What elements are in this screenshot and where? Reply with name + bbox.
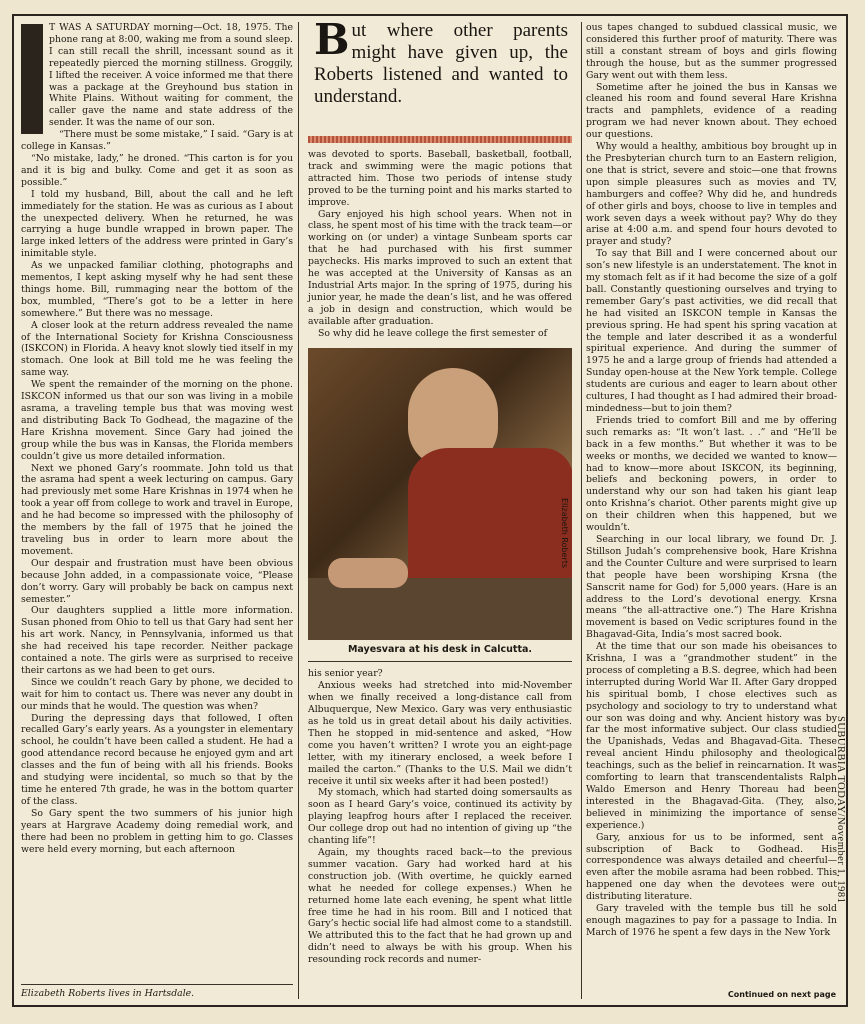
column-divider	[581, 22, 582, 999]
article-paragraph: Gary, anxious for us to be informed, sent a subscription of Back to Godhead. His correspondence was always detailed and cheerful—even after the mobile asrama had been robbed. This happened one day when the devotees were out distributing literature.	[586, 831, 837, 903]
decorative-stripe	[308, 136, 572, 143]
photo-mayesvara	[308, 348, 572, 640]
publication-tag: SUBURBIA TODAY/November 1, 1981	[835, 716, 846, 904]
article-paragraph: Searching in our local library, we found Dr. J. Stillson Judah’s comprehensive book, Hare Krishna and the Counter Culture and were surprised to learn that people have been worshiping Krsna (the Sanscrit name for God) for 5,000 years. (Hare is an address to the Lord’s devotional energy. Krsna means “the all-attractive one.”) The Hare Krishna movement is based on Vedic scriptures found in the Bhagavad-Gita, India’s most sacred book.	[586, 533, 837, 641]
photo-figure-hand	[328, 558, 408, 588]
article-paragraph: Next we phoned Gary’s roommate. John told us that the asrama had spent a week lecturing on campus. Gary had previously met some Hare Krishnas in 1974 when he took a year off from college to work and travel in Europe, and he had become so impressed with the philosophy of the members by the fall of 1975 that he joined the traveling bus in order to learn more about the movement.	[21, 462, 293, 557]
article-paragraph: Gary traveled with the temple bus till he sold enough magazines to pay for a passage to India. In March of 1976 he spent a few days in the New York	[586, 903, 837, 938]
photo-caption: Mayesvara at his desk in Calcutta.	[308, 640, 572, 663]
article-paragraph: To say that Bill and I were concerned about our son’s new lifestyle is an understatement. The knot in my stomach felt as if it had become the size of a golf ball. Constantly questioning ourselves and trying to remember Gary’s past activities, we did recall that he had visited an ISKCON temple in Kansas the previous spring. He had spent his spring vacation at the temple and later described it as a wonderful spiritual experience. And during the summer of 1975 he and a large group of friends had attended a Sunday open-house at the New York temple. College students are curious and eager to learn about other cultures, I had thought as I had admired their broad-mindedness—but to join them?	[586, 248, 837, 414]
article-paragraph: We spent the remainder of the morning on the phone. ISKCON informed us that our son was living in a mobile asrama, a traveling temple bus that was moving west and distributing Back To Godhead, the magazine of the Hare Krishna movement. Since Gary had joined the group while the bus was in Kansas, the Florida members couldn’t give us more detailed information.	[21, 379, 293, 462]
column-divider	[298, 22, 299, 999]
article-paragraph: Our daughters supplied a little more information. Susan phoned from Ohio to tell us that Gary had sent her his art work. Nancy, in Pennsylvania, informed us that she had received his tape recorder. Neither package contained a note. The girls were as surprised to receive their cartons as we had been to get ours.	[21, 605, 293, 676]
article-paragraph: Why would a healthy, ambitious boy brought up in the Presbyterian church turn to an Eastern religion, one that is strict, severe and stoic—one that frowns upon simple pleasures such as movies and TV, hamburgers and coffee? Why did he, and hundreds of other girls and boys, choose to live in temples and work seven days a week without pay? Why do they arise at 4:00 a.m. and spend four hours devoted to prayer and study?	[586, 141, 837, 248]
article-paragraph: “There must be some mistake,” I said. “Gary is at college in Kansas.”	[21, 129, 293, 153]
article-paragraph: “No mistake, lady,” he droned. “This carton is for you and it is big and bulky. Come and get it as soon as possible.”	[21, 152, 293, 188]
pull-quote-text: ut where other parents might have given up, the Roberts listened and wanted to understand.	[314, 20, 568, 107]
article-paragraph: Anxious weeks had stretched into mid-November when we finally received a long-distance call from Albuquerque, New Mexico. Gary was very enthusiastic as he told us in great detail about his daily activities. Then he stopped in mid-sentence and asked, “How come you haven’t written? I wrote you an eight-page letter, with my itinerary enclosed, a week before I mailed the carton.” (Thanks to the U.S. Mail we didn’t receive it until six weeks after it had been posted!)	[308, 680, 572, 787]
drop-cap-letter	[21, 24, 43, 134]
article-column-2	[304, 16, 576, 999]
article-paragraph: So Gary spent the two summers of his junior high years at Hargrave Academy doing remedial work, and there had been no problem in getting him to go. Classes were held every morning, but each afternoon	[21, 807, 293, 855]
article-paragraph: Our despair and frustration must have been obvious because John added, in a compassionate voice, “Please don’t worry. Gary will probably be back on campus next semester.”	[21, 557, 293, 605]
pull-quote	[304, 16, 576, 132]
article-column-1	[21, 22, 293, 978]
photo-credit: Elizabeth Roberts	[560, 497, 569, 568]
author-note: Elizabeth Roberts lives in Hartsdale.	[21, 984, 293, 999]
article-paragraph: Since we couldn’t reach Gary by phone, we decided to wait for him to contact us. There was never any doubt in our minds that he would. The question was when?	[21, 676, 293, 712]
article-paragraph: As we unpacked familiar clothing, photographs and mementos, I kept asking myself why he had sent these things home. Bill, rummaging near the bottom of the box, mumbled, “There’s got to be a letter in here somewhere.” But there was no message.	[21, 260, 293, 319]
pull-quote-initial: B	[314, 16, 350, 64]
article-paragraph: I told my husband, Bill, about the call and he left immediately for the station. He was as curious as I about the unexpected delivery. When he returned, he was carrying a huge bundle wrapped in brown paper. The large inked letters of the address were printed in Gary’s inimitable style.	[21, 188, 293, 260]
article-paragraph: My stomach, which had started doing somersaults as soon as I heard Gary’s voice, continued its activity by playing leapfrog hours after I replaced the receiver. Our college drop out had no intention of giving up “the chanting life”!	[308, 787, 572, 847]
article-paragraph: was devoted to sports. Baseball, basketball, football, track and swimming were the magic potions that attracted him. Those two periods of intense study proved to be the turning point and his marks started to improve.	[308, 149, 572, 208]
article-paragraph: Gary enjoyed his high school years. When not in class, he spent most of his time with the track team—or working on (or under) a vintage Sunbeam sports car that he had purchased with his first summer paychecks. His marks improved to such an extent that he was accepted at the University of Kansas as an Industrial Arts major. In the spring of 1975, during his junior year, he made the dean’s list, and he was offered a job in design and construction, which would be available after graduation.	[308, 208, 572, 327]
article-paragraph: So why did he leave college the first semester of	[318, 327, 548, 339]
article-column-3	[586, 22, 837, 984]
magazine-page	[12, 14, 848, 1007]
article-paragraph: ous tapes changed to subdued classical music, we considered this further proof of maturity. There was still a constant stream of boys and girls flowing through the house, but as the summer progressed Gary went out with them less.	[586, 22, 837, 81]
article-paragraph: During the depressing days that followed, I often recalled Gary’s early years. As a youngster in elementary school, he couldn’t have been called a student. He had a good attendance record because he enjoyed gym and art classes and the fun of being with all his friends. Books and studying were incidental, so much so that by the time he entered 7th grade, he was in the bottom quarter of the class.	[21, 712, 293, 807]
continued-note: Continued on next page	[727, 990, 836, 999]
article-paragraph: T WAS A SATURDAY morning—Oct. 18, 1975. The phone rang at 8:00, waking me from a sound sleep. I can still recall the shrill, incessant sound as it repeatedly pierced the morning stillness. Groggily, I lifted the receiver. A voice informed me that there was a package at the Greyhound bus station in White Plains. Without waiting for comment, the caller gave the name and state address of the sender. It was the name of our son.	[49, 22, 293, 129]
article-paragraph: Again, my thoughts raced back—to the previous summer vacation. Gary had worked hard at his construction job. (With overtime, he quickly earned what he needed for college expenses.) When he returned home late each evening, he spent what little free time he had in his room. Bill and I noticed that Gary’s hectic social life had almost come to a standstill. We attributed this to the fact that he had grown up and didn’t need to always be with his group. When his resounding rock records and numer-	[308, 847, 572, 966]
article-paragraph: his senior year?	[308, 668, 383, 680]
article-paragraph: Friends tried to comfort Bill and me by offering such remarks as: “It won’t last. . .” and “He’ll be back in a few months.” But whether it was to be weeks or months, we decided we wanted to know—had to know—more about ISKCON, its beginning, beliefs and beckoning powers, in order to understand why our son had taken his giant leap onto Krishna’s chariot. Other parents might give up on their children when this happened, but we wouldn’t.	[586, 414, 837, 534]
article-paragraph: At the time that our son made his obeisances to Krishna, I was a “grandmother student” in the process of completing a B.S. degree, which had been interrupted during World War II. After Gary dropped his spiritual bomb, I chose electives such as psychology and sociology to try to understand what our son was doing and why. Ancient history was by far the most informative subject. Our class studied the Upanishads, Vedas and Bhagavad-Gita. These reveal ancient Hindu philosophy and theological teachings, such as the belief in reincarnation. It was comforting to learn that transcendentalists Ralph Waldo Emerson and Henry Thoreau had been interested in the Bhagavad-Gita. (They, also, believed in minimizing the importance of sense experience.)	[586, 641, 837, 831]
article-paragraph: Sometime after he joined the bus in Kansas we cleaned his room and found several Hare Krishna tracts and pamphlets, evidence of a reading program we had never known about. They echoed our questions.	[586, 81, 837, 141]
article-paragraph: A closer look at the return address revealed the name of the International Society for Krishna Consciousness (ISKCON) in Florida. A heavy knot slowly tied itself in my stomach. One look at Bill told me he was feeling the same way.	[21, 319, 293, 379]
